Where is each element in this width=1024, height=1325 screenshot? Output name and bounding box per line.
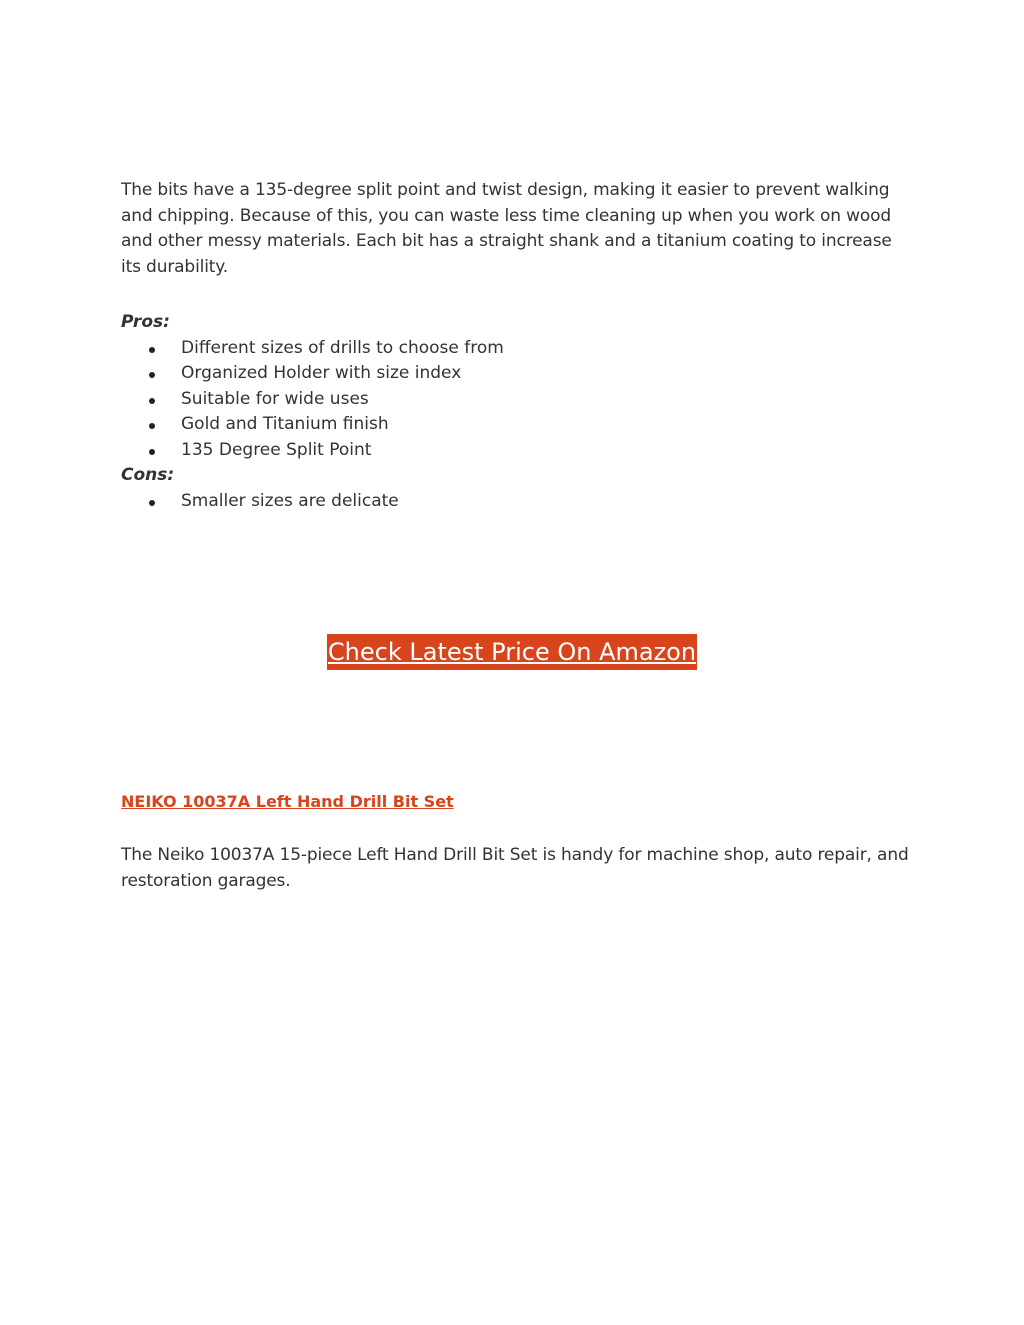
pros-item-text: 135 Degree Split Point: [181, 439, 372, 460]
pros-item-text: Suitable for wide uses: [181, 388, 369, 409]
pros-label: Pros:: [121, 312, 170, 332]
bullet-icon: [149, 398, 155, 404]
pros-list: [121, 336, 911, 464]
bullet-icon: [149, 372, 155, 378]
cta-container: [0, 634, 1024, 670]
bullet-icon: [149, 347, 155, 353]
bullet-icon: [149, 423, 155, 429]
pros-item-text: Gold and Titanium finish: [181, 414, 389, 434]
cons-list: [121, 489, 911, 515]
list-item: [121, 336, 911, 362]
pros-item-text: Organized Holder with size index: [181, 363, 462, 383]
bullet-icon: [149, 449, 155, 455]
article-body: [121, 178, 911, 514]
intro-paragraph: The bits have a 135-degree split point and twist design, making it easier to prevent walking and chipping. Because of this, you can waste less time cleaning up when you work on wood and other messy materials. Each bit has a straight shank and a titanium coating to increase its durability.: [121, 180, 892, 277]
pros-item-text: Different sizes of drills to choose from: [181, 337, 504, 358]
product-description: The Neiko 10037A 15-piece Left Hand Drill Bit Set is handy for machine shop, auto repair, and restoration garages.: [121, 845, 909, 891]
bullet-icon: [149, 500, 155, 506]
list-item: [121, 361, 911, 387]
check-price-button[interactable]: Check Latest Price On Amazon: [327, 634, 697, 670]
list-item: [121, 489, 911, 515]
cons-label: Cons:: [121, 465, 175, 485]
list-item: [121, 438, 911, 464]
list-item: [121, 387, 911, 413]
list-item: [121, 412, 911, 438]
product-title-link[interactable]: NEIKO 10037A Left Hand Drill Bit Set: [121, 792, 454, 811]
cons-item-text: Smaller sizes are delicate: [181, 490, 399, 511]
